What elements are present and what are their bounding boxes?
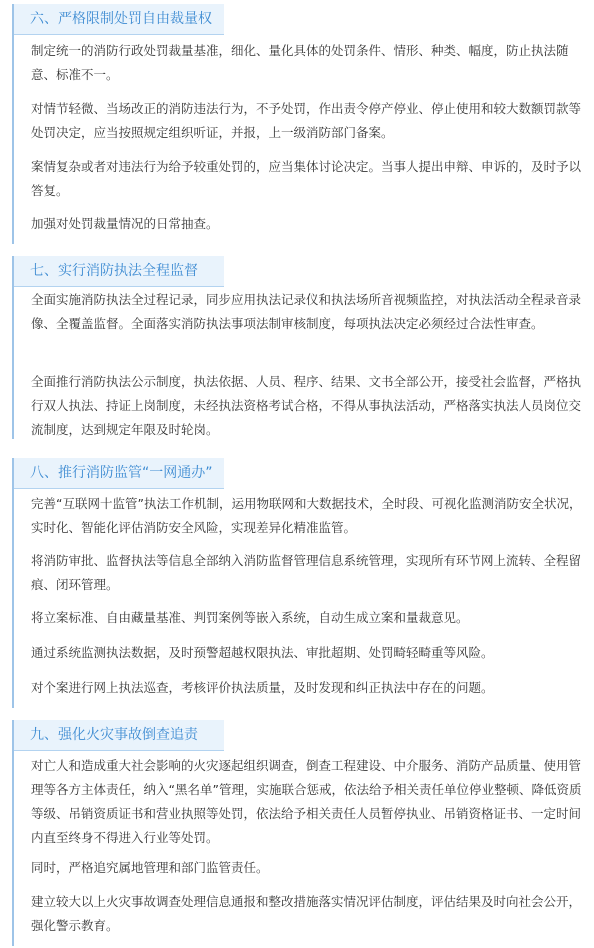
paragraph: 全面实施消防执法全过程记录，同步应用执法记录仪和执法场所音视频监控，对执法活动全程录音录像、全覆盖监督。全面落实消防执法事项法制审核制度，每项执法决定必须经过合法性审查。 <box>31 292 582 331</box>
section-6 <box>12 4 588 244</box>
paragraph: 同时，严格追究属地管理和部门监管责任。 <box>31 860 269 875</box>
paragraph: 完善“互联网十监管”执法工作机制，运用物联网和大数据技术，全时段、可视化监测消防安全状况，实时化、智能化评估消防安全风险，实现差异化精准监管。 <box>31 496 582 535</box>
paragraph: 案情复杂或者对违法行为给予较重处罚的，应当集体讨论决定。当事人提出申辩、申诉的，及时予以答复。 <box>31 159 582 198</box>
paragraph: 全面推行消防执法公示制度，执法依据、人员、程序、结果、文书全部公开，接受社会监督，严格执行双人执法、持证上岗制度，未经执法资格考试合格，不得从事执法活动，严格落实执法人员岗位交流制度，达到规定年限及时轮岗。 <box>31 374 582 437</box>
section-9 <box>12 720 588 946</box>
section-7 <box>12 256 588 439</box>
section-heading-box <box>14 4 224 35</box>
section-8 <box>12 458 588 708</box>
section-title: 九、强化火灾事故倒查追责 <box>30 727 198 743</box>
paragraph: 通过系统监测执法数据，及时预警超越权限执法、审批超期、处罚畸轻畸重等风险。 <box>31 645 494 660</box>
paragraph: 建立较大以上火灾事故调查处理信息通报和整改措施落实情况评估制度，评估结果及时向社会公开，强化警示教育。 <box>31 894 582 933</box>
paragraph: 对情节轻微、当场改正的消防违法行为，不予处罚，作出责令停产停业、停止使用和较大数额罚款等处罚决定，应当按照规定组织听证，并报，上一级消防部门备案。 <box>31 101 582 140</box>
section-heading-box <box>14 720 224 751</box>
paragraph: 制定统一的消防行政处罚裁量基准，细化、量化具体的处罚条件、情形、种类、幅度，防止执法随意、标准不一。 <box>31 43 569 82</box>
paragraph: 将消防审批、监督执法等信息全部纳入消防监督管理信息系统管理，实现所有环节网上流转、全程留痕、闭环管理。 <box>31 553 582 592</box>
section-title: 六、严格限制处罚自由裁量权 <box>30 11 212 27</box>
section-heading-box <box>14 256 224 287</box>
paragraph: 加强对处罚裁量情况的日常抽查。 <box>31 216 219 231</box>
paragraph: 对亡人和造成重大社会影响的火灾逐起组织调查，倒查工程建设、中介服务、消防产品质量、使用管理等各方主体责任，纳入“黑名单”管理，实施联合惩戒，依法给予相关责任单位停业整顿、降低资质等级、吊销资质证书和营业执照等处罚，依法给予相关责任人员暂停执业、吊销资格证书、一定时间内直至终身不得进入行业等处罚。 <box>31 758 582 845</box>
paragraph: 将立案标准、自由藏量基准、判罚案例等嵌入系统，自动生成立案和量裁意见。 <box>31 610 469 625</box>
paragraph: 对个案进行网上执法巡查，考核评价执法质量，及时发现和纠正执法中存在的问题。 <box>31 680 494 695</box>
section-title: 七、实行消防执法全程监督 <box>30 263 198 279</box>
section-title: 八、推行消防监管“一网通办” <box>30 465 213 481</box>
section-heading-box <box>14 458 224 489</box>
